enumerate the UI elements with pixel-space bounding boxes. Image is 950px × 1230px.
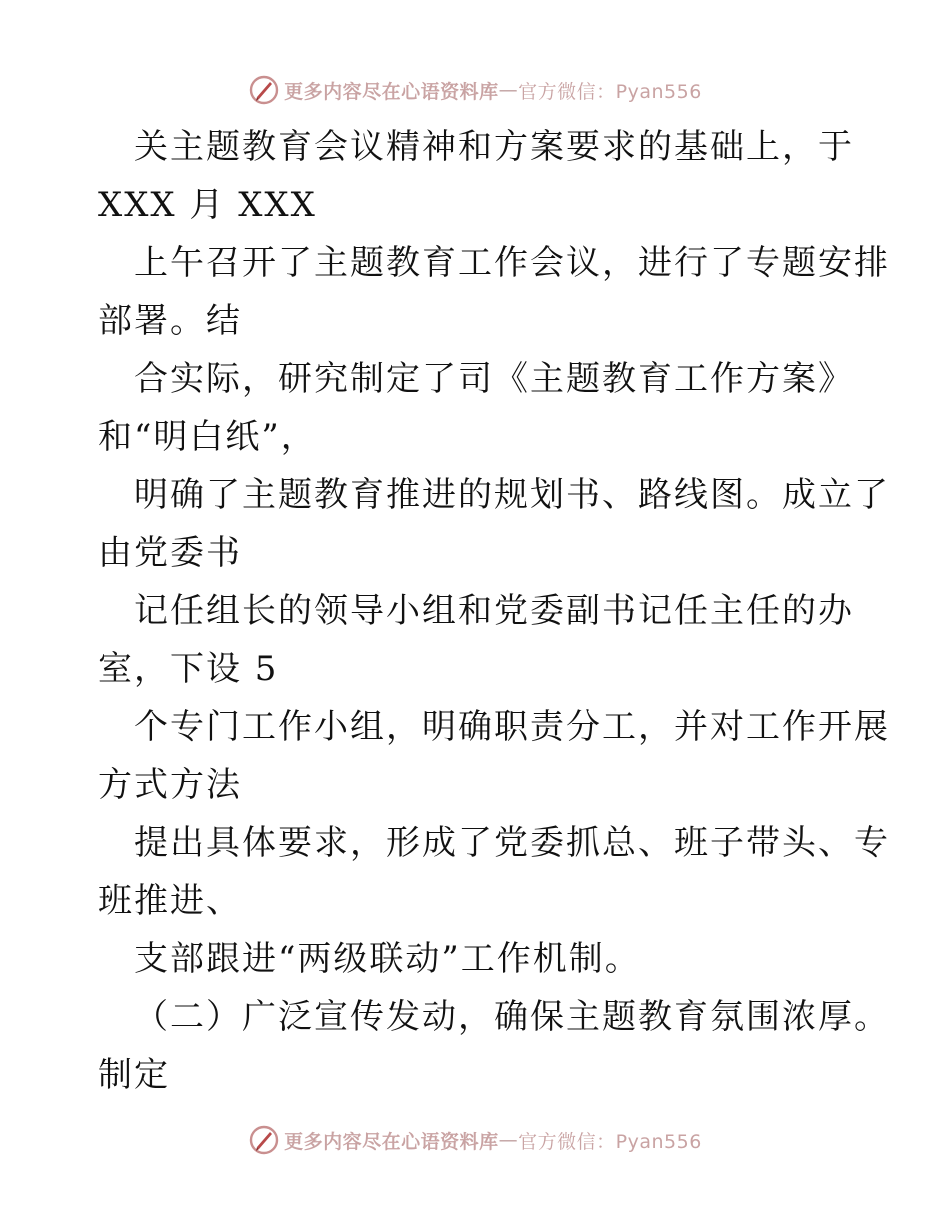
text-line: 部署。结: [98, 301, 242, 341]
quill-pen-logo-icon: [248, 1124, 280, 1156]
text-line: 关主题教育会议精神和方案要求的基础上，于: [134, 127, 854, 167]
watermark-separator: —: [498, 79, 519, 101]
watermark-account: 官方微信：Pyan556: [518, 80, 702, 103]
text-line: （二）广泛宣传发动，确保主题教育氛围浓厚。: [134, 997, 890, 1037]
text-line: 由党委书: [98, 533, 242, 573]
watermark-text: 更多内容尽在心语资料库: [284, 80, 499, 103]
text-line: 和“明白纸”，: [98, 417, 317, 457]
text-line: XXX 月 XXX: [98, 185, 317, 225]
watermark-account: 官方微信：Pyan556: [518, 1130, 702, 1153]
text-line: 方式方法: [98, 765, 242, 805]
text-line: 记任组长的领导小组和党委副书记任主任的办: [134, 591, 854, 631]
text-line: 明确了主题教育推进的规划书、路线图。成立了: [134, 475, 890, 515]
footer-watermark: [0, 1120, 950, 1160]
text-line: 室，下设 5: [98, 649, 279, 689]
watermark-text: 更多内容尽在心语资料库: [284, 1130, 499, 1153]
text-line: 合实际，研究制定了司《主题教育工作方案》: [134, 359, 854, 399]
text-line: 制定: [98, 1055, 170, 1095]
text-line: 上午召开了主题教育工作会议，进行了专题安排: [134, 243, 890, 283]
text-line: 提出具体要求，形成了党委抓总、班子带头、专: [134, 823, 890, 863]
text-line: 班推进、: [98, 881, 242, 921]
text-line: 个专门工作小组，明确职责分工，并对工作开展: [134, 707, 890, 747]
watermark-separator: —: [498, 1129, 519, 1151]
text-line: 支部跟进“两级联动”工作机制。: [134, 939, 641, 979]
